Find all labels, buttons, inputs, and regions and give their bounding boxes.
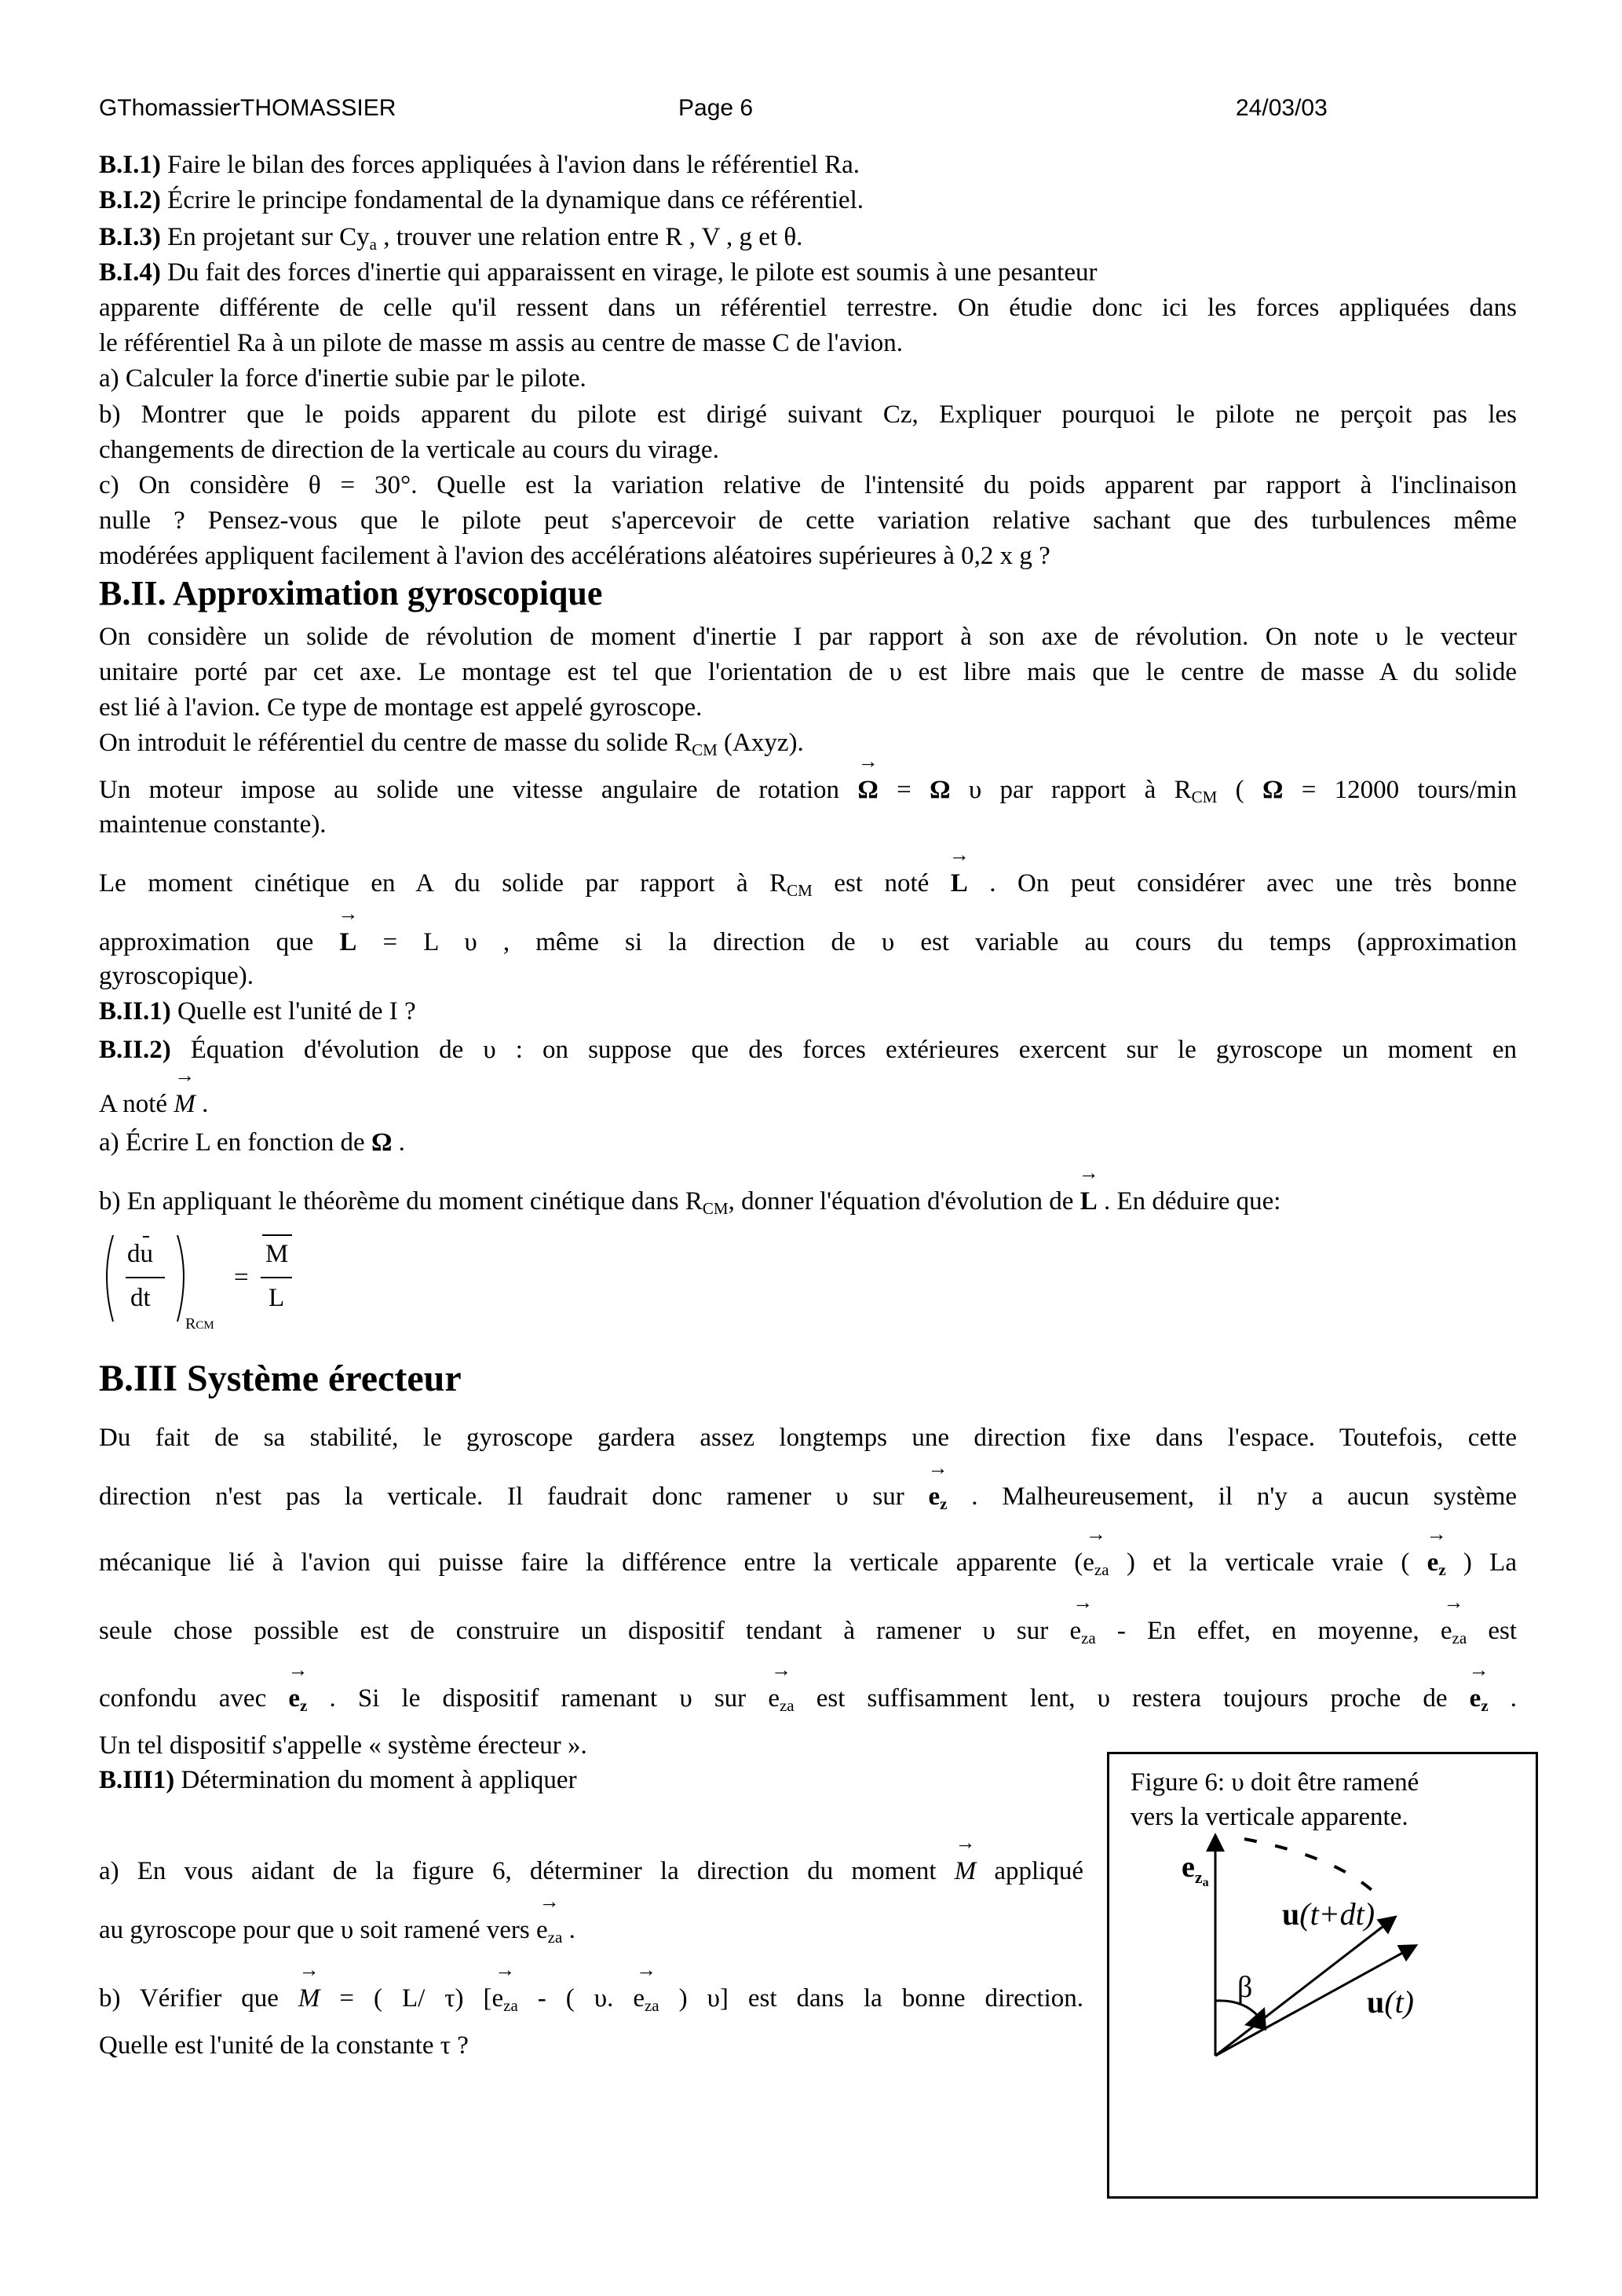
text: est suffisamment lent, υ restera toujours proche de <box>794 1684 1470 1713</box>
text: est noté <box>812 869 951 898</box>
text-line <box>99 503 1517 538</box>
question-b <box>99 1161 1517 1219</box>
caption-line: Figure 6: υ doit être ramené <box>1131 1768 1419 1797</box>
text-line <box>99 750 1517 807</box>
question-b-ii-2 <box>99 1033 1517 1067</box>
subscript: CM <box>692 740 718 759</box>
text: (Axyz). <box>717 729 804 757</box>
text: appliqué <box>976 1857 1083 1885</box>
text: seule chose possible est de construire un dispositif tendant à ramener υ sur <box>99 1617 1070 1645</box>
text: nulle ? Pensez-vous que le pilote peut s'apercevoir de cette variation relative sachant que des turbulences même <box>99 506 1517 535</box>
text: direction n'est pas la verticale. Il faudrait donc ramener υ sur <box>99 1483 929 1511</box>
vector-arrow-icon: → <box>338 902 359 925</box>
text: Faire le bilan des forces appliquées à l'avion dans le référentiel Ra. <box>160 151 860 179</box>
text: - En effet, en moyenne, <box>1095 1617 1441 1645</box>
text: . <box>392 1128 405 1157</box>
bold-text: B.III1) <box>99 1766 175 1794</box>
subscript: CM <box>702 1199 729 1218</box>
vector-arrow-icon: → <box>298 1958 320 1981</box>
text-line <box>99 433 1517 467</box>
header-date: 24/03/03 <box>1236 95 1328 121</box>
text: On introduit le référentiel du centre de masse du solide R <box>99 729 692 757</box>
subscript: z <box>940 1494 948 1513</box>
vector-e: → $e_{za}$ <box>1069 1614 1095 1648</box>
text: ) υ] est dans la bonne direction. <box>659 1984 1083 2013</box>
subscript: za <box>1452 1629 1467 1647</box>
subscript: z <box>1481 1696 1489 1715</box>
text: a) En vous aidant de la figure 6, déterminer la direction du moment <box>99 1857 955 1885</box>
vector-M: → M <box>955 1854 977 1888</box>
subscript: CM <box>1191 788 1218 806</box>
vector-arrow-icon: → <box>495 1958 516 1981</box>
vector-arrow-icon: → <box>927 1457 948 1479</box>
section-title-b-ii: B.II. Approximation gyroscopique <box>99 574 603 612</box>
small-arrowhead <box>1244 2007 1266 2031</box>
vector-arrow-icon: → <box>635 1958 656 1981</box>
formula-du-dt <box>99 1229 350 1331</box>
question-b-i-3 <box>99 220 1517 254</box>
vector-M: → M <box>174 1087 195 1121</box>
text-line <box>99 1064 1517 1121</box>
text: Quelle est l'unité de I ? <box>170 997 416 1026</box>
formula-ref: RCM <box>185 1315 214 1333</box>
text: , donner l'équation d'évolution de <box>728 1187 1080 1216</box>
text: Équation d'évolution de υ : on suppose que des forces extérieures exercent sur le gyroscope un moment en <box>170 1036 1517 1064</box>
vector-arrow-icon: → <box>857 750 879 773</box>
text: ) La <box>1445 1548 1517 1577</box>
text: A noté <box>99 1090 174 1118</box>
caption-line: vers la verticale apparente. <box>1131 1803 1408 1831</box>
text: b) Montrer que le poids apparent du pilote est dirigé suivant Cz, Expliquer pourquoi le pilote ne perçoit pas les <box>99 400 1517 429</box>
vector-e: → $e_{za}$ <box>768 1681 794 1716</box>
question-a <box>99 1831 1083 1888</box>
text: Détermination du moment à appliquer <box>174 1766 577 1794</box>
header-author: GThomassierTHOMASSIER <box>99 95 396 121</box>
text: b) En appliquant le théorème du moment cinétique dans R <box>99 1187 703 1216</box>
vector-arrow-icon: → <box>1078 1161 1099 1184</box>
text: . <box>1488 1684 1518 1713</box>
text-line <box>99 655 1517 689</box>
text: Du fait de sa stabilité, le gyroscope gardera assez longtemps une direction fixe dans l'espace. Toutefois, cette <box>99 1424 1517 1452</box>
subscript: a <box>369 235 377 254</box>
text: au gyroscope pour que υ soit ramené vers <box>99 1916 537 1944</box>
text: . Malheureusement, il n'y a aucun système <box>947 1483 1518 1511</box>
text: On considère un solide de révolution de moment d'inertie I par rapport à son axe de révolution. On note υ le vecteur <box>99 623 1517 651</box>
subscript: za <box>644 1996 659 2015</box>
formula-den: dt <box>130 1284 151 1312</box>
text: = 12000 tours/min <box>1283 776 1517 804</box>
text: maintenue constante). <box>99 810 327 839</box>
vector-e: → $e_z$ <box>1470 1681 1489 1716</box>
text: modérées appliquent facilement à l'avion des accélérations aléatoires supérieures à 0,2 x g ? <box>99 542 1050 570</box>
vector-arrow-icon: → <box>770 1658 791 1681</box>
text: unitaire porté par cet axe. Le montage est tel que l'orientation de υ est libre mais que le centre de masse A du solide <box>99 658 1517 686</box>
bold-text: Ω <box>930 776 951 804</box>
subscript: za <box>547 1928 563 1947</box>
text: ) et la verticale vraie ( <box>1109 1548 1427 1577</box>
question-b <box>99 1958 1083 2016</box>
vector-arrow-icon: → <box>948 843 970 866</box>
subscript: za <box>1094 1560 1109 1579</box>
text: , trouver une relation entre R , V , g et θ. <box>376 223 803 251</box>
vector-e: → $e_{za}$ <box>633 1981 659 2016</box>
subscript: z <box>1438 1560 1446 1579</box>
text: mécanique lié à l'avion qui puisse faire la différence entre la verticale apparente ( <box>99 1548 1083 1577</box>
vector-Ω: → Ω <box>857 773 878 807</box>
question-b <box>99 397 1517 432</box>
text: . Si le dispositif ramenant υ sur <box>307 1684 769 1713</box>
text-line <box>99 539 1517 573</box>
vector-e: → $e_z$ <box>288 1681 307 1716</box>
vector-arrow-icon: → <box>1443 1591 1464 1614</box>
text-line <box>99 690 1517 725</box>
vector-e: → $e_{za}$ <box>1083 1545 1109 1580</box>
subscript: CM <box>787 881 813 900</box>
text: approximation que <box>99 928 340 956</box>
text: Un moteur impose au solide une vitesse angulaire de rotation <box>99 776 858 804</box>
vector-arrow-icon: → <box>1072 1591 1094 1614</box>
text-line <box>99 1591 1517 1648</box>
vector-e: → $e_{za}$ <box>536 1913 562 1947</box>
bold-text: B.I.3) <box>99 223 161 251</box>
question-b-i-1 <box>99 148 1517 182</box>
text: est <box>1467 1617 1517 1645</box>
vector-arrow-icon: → <box>1085 1523 1106 1545</box>
text: = L υ , même si la direction de υ est variable au cours du temps (approximation <box>356 928 1517 956</box>
text-line <box>99 726 1517 760</box>
vector-e: → $e_{za}$ <box>1441 1614 1467 1648</box>
text-line <box>99 843 1517 901</box>
vector-e: → $e_z$ <box>928 1479 947 1514</box>
vector-L: → L <box>339 925 356 960</box>
question-a <box>99 1125 1517 1160</box>
vector-e: → $e_z$ <box>1427 1545 1446 1580</box>
formula-rnum: M <box>265 1240 289 1268</box>
text-line <box>99 1420 1517 1455</box>
vector-arrow-icon: → <box>1426 1523 1447 1545</box>
text-line <box>99 1523 1517 1580</box>
text: Écrire le principe fondamental de la dynamique dans ce référentiel. <box>160 186 864 214</box>
text-line <box>99 1457 1518 1514</box>
vector-arrow-icon: → <box>287 1658 309 1681</box>
formula-eq: = <box>234 1263 249 1292</box>
header-page: Page 6 <box>678 95 754 121</box>
text-line <box>99 959 1517 993</box>
question-c <box>99 468 1517 503</box>
text: gyroscopique). <box>99 962 254 990</box>
question-a <box>99 361 1517 396</box>
text: En projetant sur Cy <box>160 223 370 251</box>
text: = <box>878 776 930 804</box>
bold-text: B.II.1) <box>99 997 171 1026</box>
formula-num: du <box>127 1240 153 1268</box>
gyroscope-diagram <box>1109 1754 1536 2196</box>
text: a) Calculer la force d'inertie subie par le pilote. <box>99 364 586 393</box>
text: le référentiel Ra à un pilote de masse m assis au centre de masse C de l'avion. <box>99 329 904 357</box>
bold-text: B.I.1) <box>99 151 161 179</box>
text: confondu avec <box>99 1684 289 1713</box>
label-beta: β <box>1237 1971 1253 2004</box>
text-line <box>99 902 1517 960</box>
text: b) Vérifier que <box>99 1984 298 2013</box>
bold-text: B.I.4) <box>99 258 161 287</box>
text: apparente différente de celle qu'il ressent dans un référentiel terrestre. On étudie donc ici les forces appliquées dans <box>99 294 1517 322</box>
text: Quelle est l'unité de la constante τ ? <box>99 2031 469 2060</box>
text: changements de direction de la verticale au cours du virage. <box>99 436 719 464</box>
text: = ( L/ τ) [ <box>320 1984 492 2013</box>
text: . <box>195 1090 209 1118</box>
subscript: z <box>300 1696 308 1715</box>
question-b-i-2 <box>99 183 1517 218</box>
text: υ par rapport à R <box>950 776 1192 804</box>
text: ( <box>1217 776 1262 804</box>
question-b-i-4 <box>99 255 1517 290</box>
label-u-t: u(t) <box>1367 1984 1415 2020</box>
subscript: za <box>779 1696 795 1715</box>
text: . En déduire que: <box>1097 1187 1281 1216</box>
bold-text: Ω <box>371 1128 393 1157</box>
text-line <box>99 1658 1518 1716</box>
text: a) Écrire L en fonction de <box>99 1128 371 1157</box>
vector-M: → M <box>298 1981 320 2016</box>
text: - ( υ. <box>517 1984 634 2013</box>
text-line <box>99 291 1517 325</box>
vector-arrow-icon: → <box>955 1831 976 1854</box>
question-b-ii-1 <box>99 994 1517 1029</box>
formula-rden: L <box>269 1284 285 1312</box>
text: est lié à l'avion. Ce type de montage est appelé gyroscope. <box>99 693 703 722</box>
vector-L: → L <box>1080 1184 1098 1219</box>
text: Un tel dispositif s'appelle « système érecteur ». <box>99 1731 587 1760</box>
text: Le moment cinétique en A du solide par rapport à R <box>99 869 787 898</box>
vector-arrow-icon: → <box>174 1064 195 1087</box>
label-ez: $e_{za}$ <box>1182 1851 1209 1889</box>
subscript: za <box>1081 1629 1096 1647</box>
text-line <box>99 807 1517 842</box>
text-line <box>99 326 1517 360</box>
figure-6 <box>1107 1752 1538 2199</box>
label-u-t-dt: u(t+dt) <box>1282 1896 1375 1932</box>
text: c) On considère θ = 30°. Quelle est la variation relative de l'intensité du poids apparent par rapport à l'inclinaison <box>99 471 1517 499</box>
bold-text: Ω <box>1262 776 1284 804</box>
dashed-arc <box>1244 1839 1378 1896</box>
bold-text: B.II.2) <box>99 1036 171 1064</box>
text-line <box>99 620 1517 654</box>
vector-L: → L <box>951 866 968 901</box>
vector-arrow-icon: → <box>539 1890 560 1913</box>
text: . On peut considérer avec une très bonne <box>967 869 1517 898</box>
section-title-b-iii: B.III Système érecteur <box>99 1358 462 1399</box>
subscript: za <box>503 1996 518 2015</box>
vector-arrow-icon: → <box>1468 1658 1489 1681</box>
vector-e: → $e_{za}$ <box>492 1981 518 2016</box>
text: . <box>562 1916 575 1944</box>
text: Du fait des forces d'inertie qui apparaissent en virage, le pilote est soumis à une pesanteur <box>160 258 1098 287</box>
bold-text: B.I.2) <box>99 186 161 214</box>
